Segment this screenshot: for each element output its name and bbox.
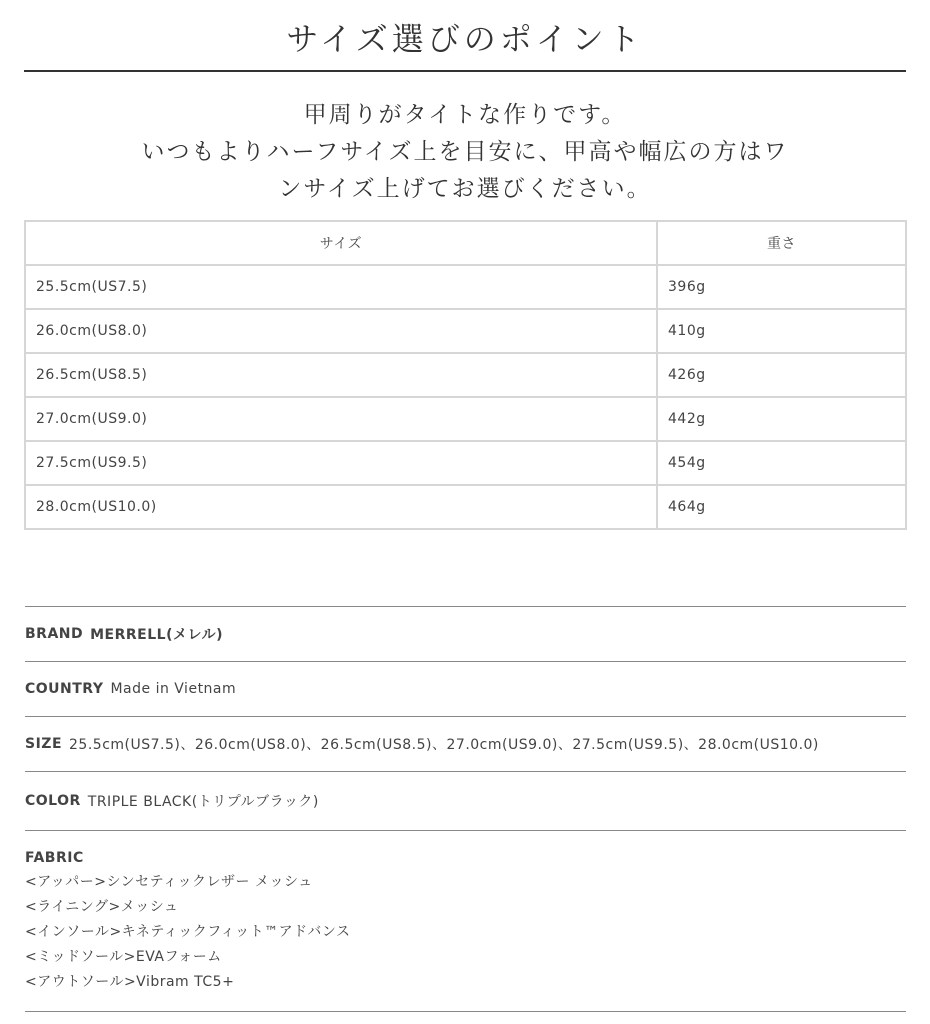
- weight-cell: 396g: [657, 265, 906, 309]
- spec-color: [25, 771, 906, 830]
- size-cell: 27.0cm(US9.0): [25, 397, 657, 441]
- size-weight-table: [24, 220, 907, 530]
- table-row: [25, 353, 906, 397]
- spec-key: FABRIC: [25, 850, 84, 866]
- fabric-line: <アッパー>シンセティックレザー メッシュ: [25, 874, 313, 890]
- table-row: [25, 485, 906, 529]
- spec-brand: [25, 606, 906, 661]
- spec-value: MERRELL(メレル): [90, 627, 224, 643]
- table-header-row: [25, 221, 906, 265]
- fabric-line: <インソール>キネティックフィット™アドバンス: [25, 924, 351, 940]
- spec-value: Made in Vietnam: [110, 681, 237, 697]
- spec-size: [25, 716, 906, 771]
- table-row: [25, 265, 906, 309]
- size-cell: 26.0cm(US8.0): [25, 309, 657, 353]
- spec-value: TRIPLE BLACK(トリプルブラック): [87, 794, 319, 810]
- fabric-line: <ミッドソール>EVAフォーム: [25, 949, 222, 965]
- product-specs: [25, 606, 906, 1012]
- table-row: [25, 441, 906, 485]
- weight-cell: 464g: [657, 485, 906, 529]
- spec-country: [25, 661, 906, 716]
- weight-cell: 410g: [657, 309, 906, 353]
- size-advice: [24, 97, 906, 208]
- table-row: [25, 397, 906, 441]
- weight-cell: 426g: [657, 353, 906, 397]
- size-advice-line: 甲周りがタイトな作りです。: [303, 102, 627, 128]
- fabric-line: <アウトソール>Vibram TC5+: [25, 974, 235, 990]
- size-cell: 25.5cm(US7.5): [25, 265, 657, 309]
- spec-key: SIZE: [25, 736, 63, 752]
- size-cell: 28.0cm(US10.0): [25, 485, 657, 529]
- fabric-line: <ライニング>メッシュ: [25, 899, 179, 915]
- size-cell: 26.5cm(US8.5): [25, 353, 657, 397]
- table-row: [25, 309, 906, 353]
- size-cell: 27.5cm(US9.5): [25, 441, 657, 485]
- size-advice-line: いつもよりハーフサイズ上を目安に、甲高や幅広の方はワ: [141, 139, 789, 165]
- column-header-weight: 重さ: [657, 221, 906, 265]
- weight-cell: 442g: [657, 397, 906, 441]
- spec-fabric: [25, 830, 906, 1012]
- page-title: サイズ選びのポイント: [286, 20, 644, 58]
- spec-key: COLOR: [25, 793, 81, 809]
- title-divider: [24, 70, 906, 72]
- spec-key: BRAND: [25, 626, 84, 642]
- size-advice-line: ンサイズ上げてお選びください。: [278, 176, 652, 202]
- weight-cell: 454g: [657, 441, 906, 485]
- spec-value: 25.5cm(US7.5)、26.0cm(US8.0)、26.5cm(US8.5)、27.0cm(US9.0)、27.5cm(US9.5)、28.0cm(US10.0): [69, 737, 819, 753]
- spec-key: COUNTRY: [25, 681, 104, 697]
- column-header-size: サイズ: [25, 221, 657, 265]
